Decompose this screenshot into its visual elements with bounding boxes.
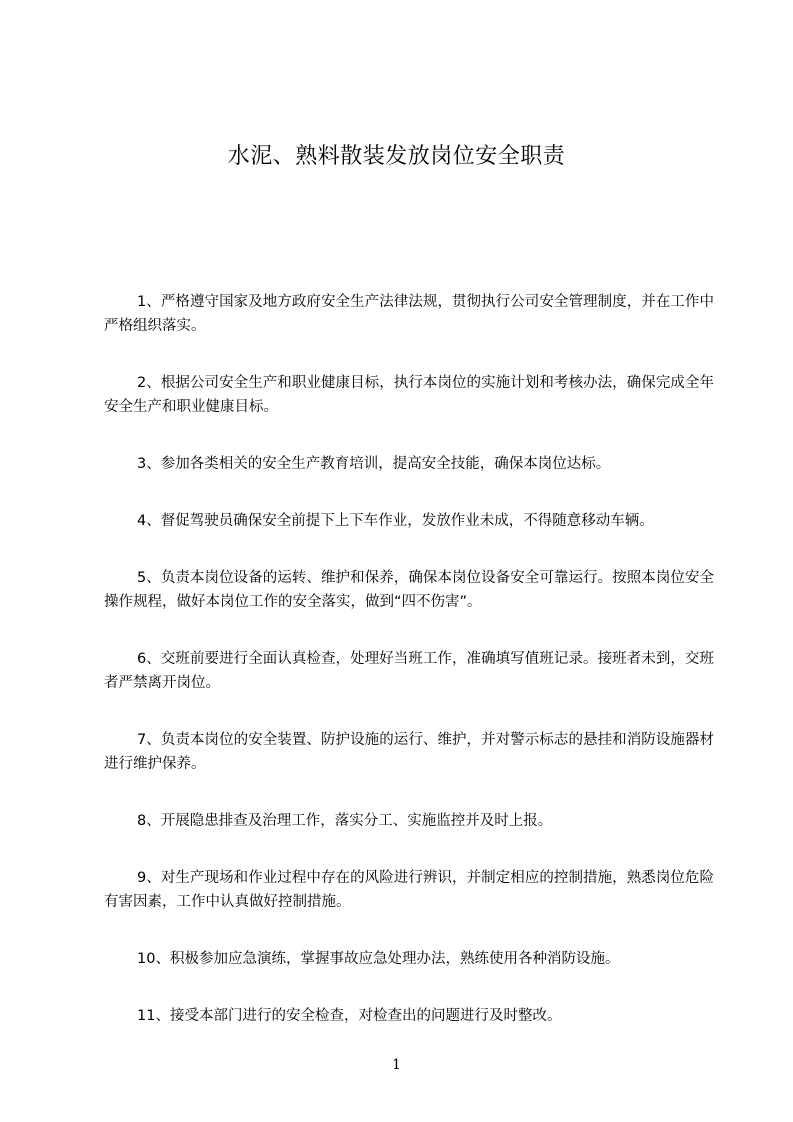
duty-item-4: 4、督促驾驶员确保安全前提下上下车作业，发放作业未成，不得随意移动车辆。 [137, 513, 654, 529]
duty-item-10: 10、积极参加应急演练，掌握事故应急处理办法，熟练使用各种消防设施。 [137, 951, 620, 967]
duty-item-7: 7、负责本岗位的安全装置、防护设施的运行、维护，并对警示标志的悬挂和消防设施器材进行维护保养。 [104, 732, 714, 772]
page-number: 1 [392, 1057, 401, 1073]
duty-item-5: 5、负责本岗位设备的运转、维护和保养，确保本岗位设备安全可靠运行。按照本岗位安全操作规程，做好本岗位工作的安全落实，做到“四不伤害”。 [104, 570, 714, 610]
duty-item-2: 2、根据公司安全生产和职业健康目标，执行本岗位的实施计划和考核办法，确保完成全年安全生产和职业健康目标。 [104, 375, 714, 415]
duty-item-3: 3、参加各类相关的安全生产教育培训，提高安全技能，确保本岗位达标。 [137, 456, 611, 472]
document-title: 水泥、熟料散装发放岗位安全职责 [227, 144, 566, 169]
duty-list [104, 290, 714, 1061]
duty-item-9: 9、对生产现场和作业过程中存在的风险进行辨识，并制定相应的控制措施，熟悉岗位危险有害因素，工作中认真做好控制措施。 [104, 870, 714, 910]
duty-item-6: 6、交班前要进行全面认真检查，处理好当班工作，准确填写值班记录。接班者未到，交班者严禁离开岗位。 [104, 651, 714, 691]
duty-item-11: 11、接受本部门进行的安全检查，对检查出的问题进行及时整改。 [137, 1008, 562, 1024]
duty-item-1: 1、严格遵守国家及地方政府安全生产法律法规，贯彻执行公司安全管理制度，并在工作中严格组织落实。 [104, 294, 714, 334]
duty-item-8: 8、开展隐患排查及治理工作，落实分工、实施监控并及时上报。 [137, 813, 553, 829]
